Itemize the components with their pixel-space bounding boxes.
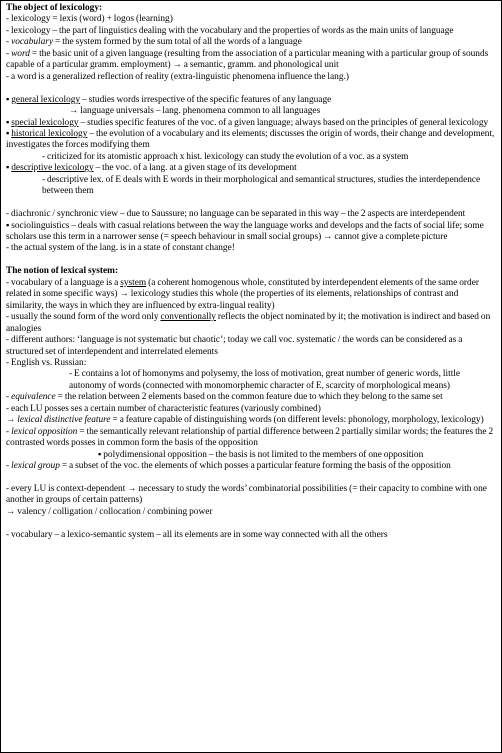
spacer xyxy=(6,473,497,484)
paragraph: - vocabulary = the system formed by the sum total of all the words of a language xyxy=(6,37,302,48)
paragraph: - equivalence = the relation between 2 elements based on the common feature due to which they belong to the same set xyxy=(6,392,443,403)
paragraph xyxy=(6,278,497,312)
paragraph xyxy=(6,312,497,335)
sub-item: ▪ polydimensional opposition – the basis is not limited to the members of one opposition xyxy=(98,449,424,460)
sub-item: - E contains a lot of homonyms and polysemy, the loss of motivation, great number of generic words, little autonomy of words (connected with monomorphemic character of E, scarcity of morphological means) xyxy=(69,369,461,391)
text: reflects the object nominated by it; the motivation is indirect and based on analogies xyxy=(6,312,491,334)
definition: – studies words irrespective of the specific features of any language xyxy=(80,94,332,105)
paragraph: - every LU is context-dependent → necessary to study the words’ combinatorial possibilities (= their capacity to combine with one another in groups of certain patterns) xyxy=(6,483,487,506)
definition: = a subset of the voc. the elements of which posses a particular feature forming the basis of the opposition xyxy=(59,461,451,472)
term: special lexicology xyxy=(11,117,79,128)
section-heading-object: The object of lexicology: xyxy=(6,3,103,13)
section-heading-lexical-system: The notion of lexical system: xyxy=(6,266,119,277)
definition: – studies specific features of the voc. of a given language; always based on the principles of general lexicology xyxy=(78,117,489,128)
paragraph: - the actual system of the lang. is in a state of constant change! xyxy=(6,243,235,254)
paragraph: ▪ sociolinguistics – deals with casual relations between the way the language works and develops and the facts of social life; some scholars use this term in a narrower sense (= speech behaviour in small social groups) → cannot give a complete picture xyxy=(6,220,484,243)
paragraph: - English vs. Russian: xyxy=(6,358,87,368)
term: system xyxy=(120,277,147,288)
term: general lexicology xyxy=(11,94,81,105)
term: lexical opposition xyxy=(11,426,78,437)
bullet-item: ▪ historical lexicology – the evolution of a vocabulary and its elements; discusses the origin of words, their change and development, investigates the forces modifying them xyxy=(6,128,495,151)
paragraph: - diachronic / synchronic view – due to Saussure; no language can be separated in this way – the 2 aspects are interdependent xyxy=(6,209,466,220)
text: (a coherent homogenous whole, constituted by interdependent elements of the same order related in some specific ways) → lexicology studies this whole (the properties of its elements, relationships of contrast and similarity, the ways in which they are influenced by extra-lingual reality) xyxy=(6,277,479,311)
definition: = a feature capable of distinguishing words (on different levels: phonology, morphology, lexicology) xyxy=(110,415,484,426)
term: word xyxy=(11,48,30,59)
definition: = the relation between 2 elements based on the common feature due to which they belong to the same set xyxy=(55,392,443,403)
sub-item: - descriptive lex. of E deals with E words in their morphological and semantical structures, studies the interdependence between them xyxy=(42,174,481,197)
definition: = the semantically relevant relationship of partial difference between 2 partially similar words; the features the 2 contrasted words posses in common form the basis of the opposition xyxy=(6,426,494,449)
spacer xyxy=(6,518,497,529)
term: lexical distinctive feature xyxy=(17,415,111,426)
sub-item: - criticized for its atomistic approach x hist. lexicology can study the evolution of a voc. as a system xyxy=(42,151,409,162)
paragraph: - lexicology – the part of linguistics dealing with the vocabulary and the properties of words as the main units of language xyxy=(6,25,454,36)
text: - usually the sound form of the word only xyxy=(6,312,161,323)
paragraph: - lexicology = lexis (word) + logos (learning) xyxy=(6,14,173,25)
paragraph: → lexical distinctive feature = a feature capable of distinguishing words (on different levels: phonology, morphology, lexicology) xyxy=(6,415,484,426)
term: equivalence xyxy=(11,392,56,403)
paragraph: → valency / colligation / collocation / combining power xyxy=(6,506,213,517)
sub-item: → language universals – lang. phenomena common to all languages xyxy=(69,106,321,117)
spacer xyxy=(6,255,497,266)
spacer xyxy=(6,83,497,94)
bullet-item: ▪ descriptive lexicology – the voc. of a lang. at a given stage of its development xyxy=(6,163,297,174)
term: lexical group xyxy=(11,461,60,472)
term: vocabulary xyxy=(11,37,54,48)
paragraph: - lexical group = a subset of the voc. the elements of which posses a particular feature forming the basis of the opposition xyxy=(6,461,451,472)
paragraph: - lexical opposition = the semantically relevant relationship of partial difference between 2 partially similar words; the features the 2 contrasted words posses in common form the basis of the opposition xyxy=(6,426,494,449)
term: descriptive lexicology xyxy=(11,163,94,174)
term: historical lexicology xyxy=(11,128,88,139)
bullet-item: ▪ special lexicology – studies specific features of the voc. of a given language; always based on the principles of general lexicology xyxy=(6,117,489,128)
definition: = the system formed by the sum total of all the words of a language xyxy=(53,37,302,48)
definition: – the evolution of a vocabulary and its elements; discusses the origin of words, their change and development, investigates the forces modifying them xyxy=(6,128,495,151)
paragraph: - different authors: ‘language is not systematic but chaotic’; today we call voc. systematic / the words can be considered as a structured set of interdependent and interrelated elements xyxy=(6,335,463,357)
term: conventionally xyxy=(160,312,216,323)
definition: = the basic unit of a given language (resulting from the association of a particular meaning with a particular group of sounds capable of a particular gramm. employment) → a semantic, gramm. and phonological unit xyxy=(6,48,489,71)
paragraph: - word = the basic unit of a given language (resulting from the association of a particular meaning with a particular group of sounds capable of a particular gramm. employment) → a semantic, gramm. and phonological unit xyxy=(6,48,489,71)
text: - vocabulary of a language is a xyxy=(6,277,121,288)
definition: – the voc. of a lang. at a given stage of its development xyxy=(93,163,297,174)
paragraph: - a word is a generalized reflection of reality (extra-linguistic phenomena influence the lang.) xyxy=(6,71,349,82)
spacer xyxy=(6,198,497,209)
paragraph: - each LU posses ses a certain number of characteristic features (variously combined) xyxy=(6,403,321,414)
paragraph: - vocabulary – a lexico-semantic system – all its elements are in some way connected with all the others xyxy=(6,529,388,540)
bullet-item: ▪ general lexicology – studies words irrespective of the specific features of any language xyxy=(6,94,332,105)
